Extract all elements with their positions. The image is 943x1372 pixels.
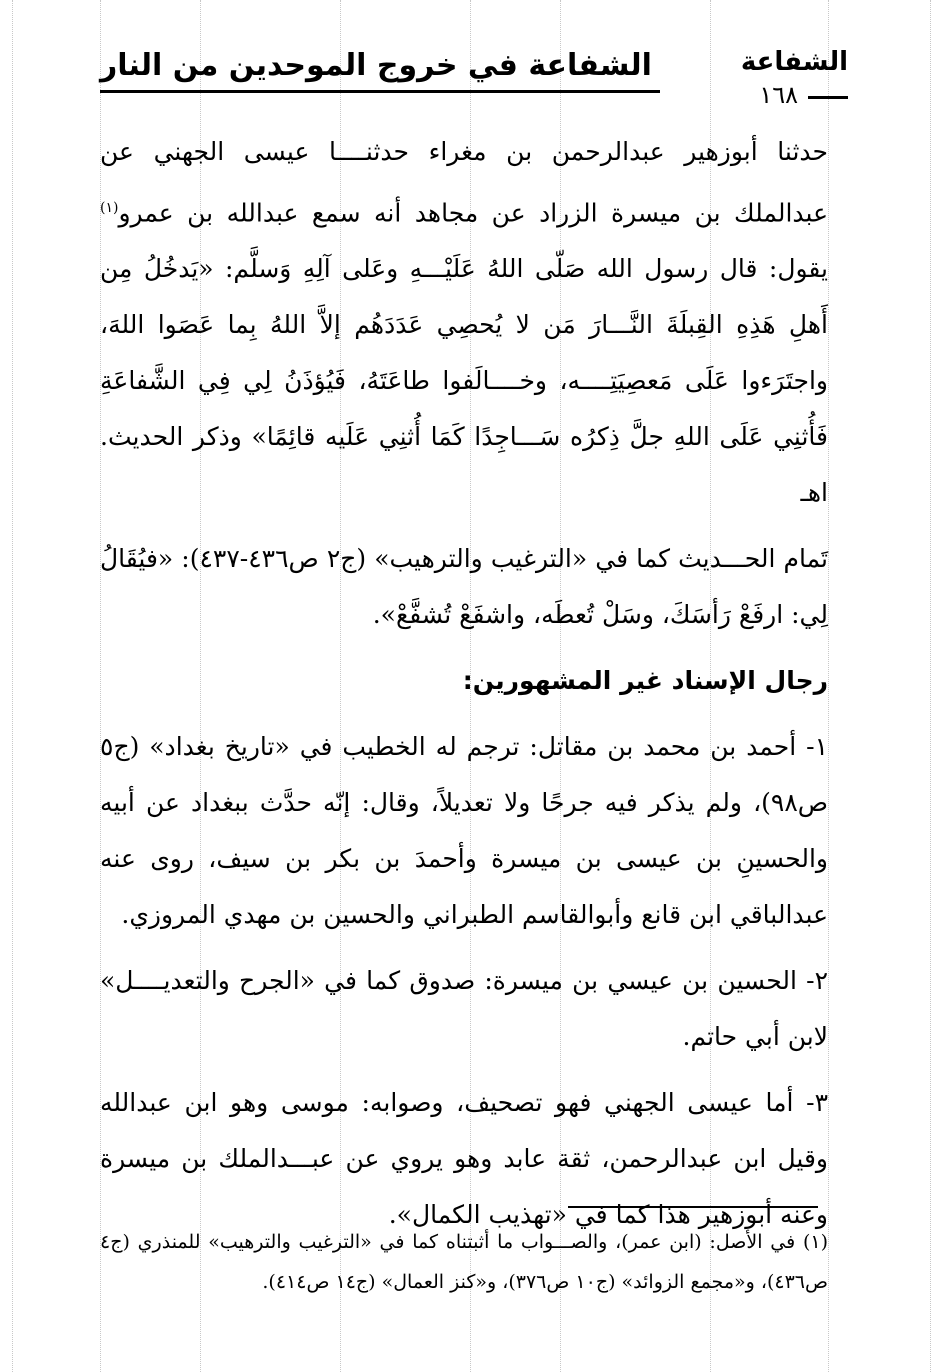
narrator-item: ٢- الحسين بن عيسي بن ميسرة: صدوق كما في «الجرح والتعديــــل» لابن أبي حاتم.: [100, 966, 828, 1052]
page-number: ١٦٨: [759, 81, 798, 109]
paragraph-text: يقول: قال رسول الله صَلّى اللهُ عَلَيْـــهِ وعَلى آلِهِ وَسلَّم: «يَدخُلُ مِن أَهلِ هَذِهِ القِبلَةَ النَّـــارَ مَن لا يُحصِي عَدَدَهُم إلاَّ اللهُ بِما عَصَوا اللهَ، واجتَرَءوا عَلَى مَعصِيَتِــــه، وخــــالَفوا طاعَتَهُ، فَيُؤذَنُ لِي فِي الشَّفاعَةِ فَأُثنِي عَلَى اللهِ جلَّ ذِكرُه سَـــاجِدًا كَمَا أُثنِي عَلَيه قائِمًا» وذكر الحديث. اهـ: [100, 254, 828, 508]
narrator-item: ٣- أما عيسى الجهني فهو تصحيف، وصوابه: موسى وهو ابن عبدالله وقيل ابن عبدالرحمن، ثقة عابد وهو يروي عن عبـــدالملك بن ميسرة وعنه أبوزهير هذا كما في «تهذيب الكمال».: [100, 1088, 828, 1230]
header-rule: [100, 90, 660, 93]
footnote-separator: [568, 1206, 818, 1208]
header-logo: الشفاعة: [740, 47, 848, 77]
section-heading: رجال الإسناد غير المشهورين:: [462, 666, 828, 696]
header-dash: [808, 96, 848, 99]
running-header: [100, 40, 848, 110]
scan-guide-line: [12, 0, 13, 1372]
paragraph-text: حدثنا أبوزهير عبدالرحمن بن مغراء حدثنــــا عيسى الجهني عن عبدالملك بن ميسرة الزراد عن مجاهد أنه سمع عبدالله بن عمرو: [100, 137, 828, 228]
footnote-ref[interactable]: (١): [100, 200, 119, 216]
narrator-item: ١- أحمد بن محمد بن مقاتل: ترجم له الخطيب في «تاريخ بغداد» (ج٥ ص٩٨)، ولم يذكر فيه جرحًا ولا تعديلاً، وقال: إنّه حدَّث ببغداد عن أبيه والحسينِ بن عيسى بن ميسرة وأحمدَ بن بكر بن سيف، روى عنه عبدالباقي ابن قانع وأبوالقاسم الطبراني والحسين بن مهدي المروزي.: [100, 732, 828, 930]
hadith-paragraph: [100, 124, 828, 521]
header-title: الشفاعة في خروج الموحدين من النار: [100, 48, 652, 83]
scan-guide-line: [828, 0, 829, 1372]
scan-guide-line: [930, 0, 931, 1372]
main-text: [100, 124, 828, 1253]
hadith-completion-paragraph: تَمام الحـــديث كما في «الترغيب والترهيب» (ج٢ ص٤٣٦-٤٣٧): «فيُقَالُ لِي: ارفَعْ رَأسَكَ، وسَلْ تُعطَه، واشفَعْ تُشفَّعْ».: [100, 544, 829, 630]
footnote: (١) في الأصل: (ابن عمر)، والصـــواب ما أثبتناه كما في «الترغيب والترهيب» للمنذري (ج٤ ص٤٣٦)، و«مجمع الزوائد» (ج١٠ ص٣٧٦)، و«كنز العمال» (ج١٤ ص٤١٤).: [100, 1231, 828, 1293]
